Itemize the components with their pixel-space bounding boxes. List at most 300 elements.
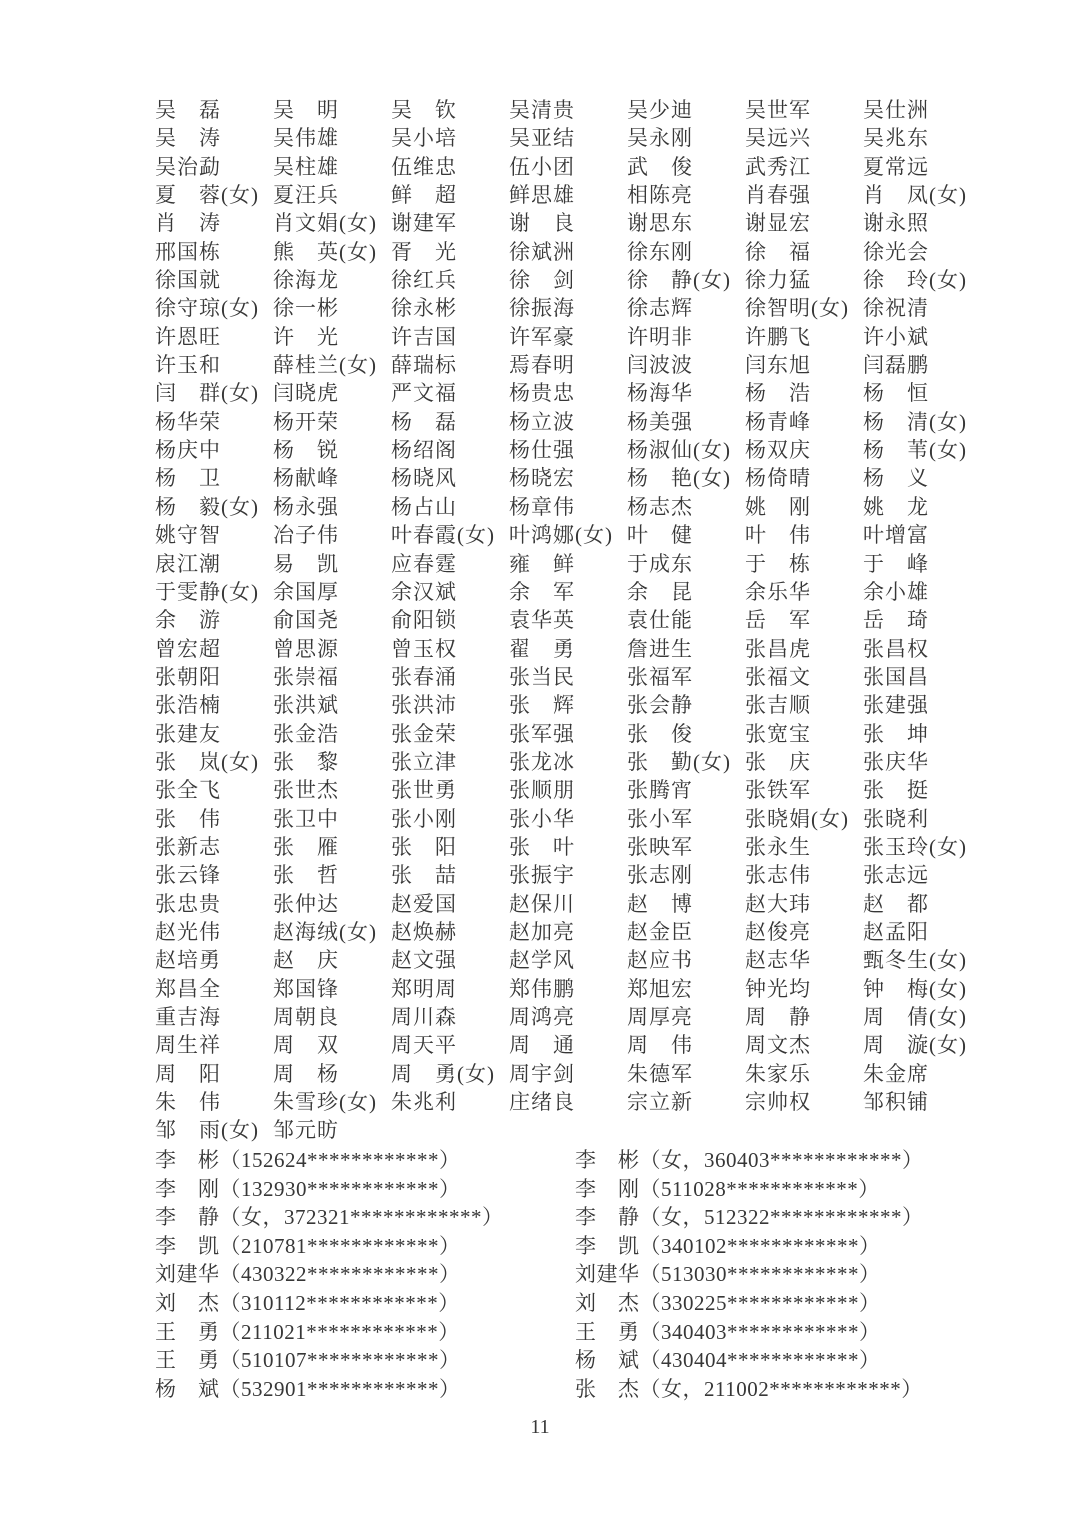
person-id-entry: 王 勇（510107************） <box>155 1348 461 1373</box>
person-name: 周 漩(女) <box>863 1033 967 1058</box>
person-name: 焉春明 <box>509 353 575 378</box>
person-name: 杨海华 <box>627 381 693 406</box>
person-name: 吴远兴 <box>745 126 811 151</box>
person-name: 张建强 <box>863 693 929 718</box>
person-name: 吴 涛 <box>155 126 221 151</box>
person-name: 詹进生 <box>627 636 693 661</box>
person-name: 宗立新 <box>627 1090 693 1115</box>
person-name: 杨 毅(女) <box>155 494 259 519</box>
person-name: 邢国栋 <box>155 239 221 264</box>
person-name: 张立津 <box>391 749 457 774</box>
person-name: 于成东 <box>627 551 693 576</box>
person-name: 赵学风 <box>509 948 575 973</box>
person-name: 杨晓宏 <box>509 466 575 491</box>
person-id-entry: 王 勇（340403************） <box>575 1319 881 1344</box>
person-name: 胥 光 <box>391 239 457 264</box>
person-name: 赵加亮 <box>509 919 575 944</box>
grid-row <box>155 606 1015 634</box>
person-id-entry: 王 勇（211021************） <box>155 1319 460 1344</box>
person-name: 曾思源 <box>273 636 339 661</box>
person-name: 吴亚结 <box>509 126 575 151</box>
grid-row <box>155 1031 1015 1059</box>
person-name: 杨华荣 <box>155 409 221 434</box>
grid-row <box>155 124 1015 152</box>
person-name: 赵大玮 <box>745 891 811 916</box>
person-name: 曾玉权 <box>391 636 457 661</box>
person-name: 余 游 <box>155 608 221 633</box>
person-name: 张洪斌 <box>273 693 339 718</box>
person-id-entry: 刘 杰（330225************） <box>575 1290 881 1315</box>
person-name: 徐红兵 <box>391 268 457 293</box>
person-name: 郑昌全 <box>155 976 221 1001</box>
person-name: 张 庆 <box>745 749 811 774</box>
grid-row <box>155 946 1015 974</box>
person-name: 张映军 <box>627 834 693 859</box>
person-name: 许吉国 <box>391 324 457 349</box>
person-name: 张朝阳 <box>155 664 221 689</box>
person-name: 杨志杰 <box>627 494 693 519</box>
person-name: 赵 都 <box>863 891 929 916</box>
person-name: 武 俊 <box>627 154 693 179</box>
person-name: 严文福 <box>391 381 457 406</box>
person-name: 杨贵忠 <box>509 381 575 406</box>
person-name: 相陈亮 <box>627 183 693 208</box>
person-name: 鲜 超 <box>391 183 457 208</box>
person-name: 周 倩(女) <box>863 1005 967 1029</box>
person-name: 朱 伟 <box>155 1090 221 1115</box>
person-name: 闫晓虎 <box>273 381 339 406</box>
person-name: 张玉玲(女) <box>863 834 967 859</box>
person-name: 于雯静(女) <box>155 579 259 604</box>
grid-row <box>155 436 1015 464</box>
person-name: 张顺朋 <box>509 778 575 803</box>
person-name: 杨 苇(女) <box>863 438 967 463</box>
person-name: 赵光伟 <box>155 919 221 944</box>
person-name: 徐光会 <box>863 239 929 264</box>
person-name: 杨 清(女) <box>863 409 967 434</box>
person-name: 伍小团 <box>509 154 575 179</box>
person-id-entry: 刘 杰（310112************） <box>155 1290 460 1315</box>
person-name: 叶增富 <box>863 523 929 548</box>
person-name: 杨献峰 <box>273 466 339 491</box>
person-name: 杨倚晴 <box>745 466 811 491</box>
person-name: 张军强 <box>509 721 575 746</box>
person-name: 张福文 <box>745 664 811 689</box>
grid-row <box>155 890 1015 918</box>
person-name: 张 坤 <box>863 721 929 746</box>
grid-row <box>155 833 1015 861</box>
person-name: 岳 琦 <box>863 608 929 633</box>
person-name: 张小军 <box>627 806 693 831</box>
person-name: 张晓娟(女) <box>745 806 849 831</box>
person-name: 闫磊鹏 <box>863 353 929 378</box>
person-name: 许小斌 <box>863 324 929 349</box>
person-name: 吴永刚 <box>627 126 693 151</box>
person-name: 张 挺 <box>863 778 929 803</box>
person-name: 杨庆中 <box>155 438 221 463</box>
person-name: 赵 庆 <box>273 948 339 973</box>
person-name: 郑明周 <box>391 976 457 1001</box>
person-name: 张小刚 <box>391 806 457 831</box>
person-name: 鲜思雄 <box>509 183 575 208</box>
grid-row <box>155 578 1015 606</box>
person-name: 周生祥 <box>155 1033 221 1058</box>
grid-row <box>155 153 1015 181</box>
person-name: 肖 凤(女) <box>863 183 967 208</box>
person-name: 于 栋 <box>745 551 811 576</box>
person-name: 赵俊亮 <box>745 919 811 944</box>
grid-row <box>155 493 1015 521</box>
person-name: 徐智明(女) <box>745 296 849 321</box>
person-name: 徐守琼(女) <box>155 296 259 321</box>
person-name: 赵 博 <box>627 891 693 916</box>
person-name: 张吉顺 <box>745 693 811 718</box>
grid-row <box>155 720 1015 748</box>
person-name: 张 喆 <box>391 863 457 888</box>
person-name: 谢思东 <box>627 211 693 236</box>
person-name: 徐海龙 <box>273 268 339 293</box>
person-name: 张金浩 <box>273 721 339 746</box>
person-id-entry: 李 静（女，372321************） <box>155 1205 504 1230</box>
person-name: 赵应书 <box>627 948 693 973</box>
person-name: 张 岚(女) <box>155 749 259 774</box>
person-name: 谢 良 <box>509 211 575 236</box>
person-name: 张永生 <box>745 834 811 859</box>
person-name: 周 双 <box>273 1033 339 1058</box>
grid-row <box>155 918 1015 946</box>
person-name: 张福军 <box>627 664 693 689</box>
person-id-entry: 李 彬（女，360403************） <box>575 1148 924 1172</box>
grid-row <box>155 635 1015 663</box>
grid-row <box>155 663 1015 691</box>
grid-row <box>155 181 1015 209</box>
grid-row <box>155 748 1015 776</box>
person-id-entry: 杨 斌（430404************） <box>575 1348 881 1373</box>
person-name: 朱家乐 <box>745 1061 811 1086</box>
person-name: 张洪沛 <box>391 693 457 718</box>
person-name: 郑国锋 <box>273 976 339 1001</box>
person-name: 周 伟 <box>627 1033 693 1058</box>
person-name: 张浩楠 <box>155 693 221 718</box>
person-name: 叶 伟 <box>745 523 811 548</box>
person-name: 吴仕洲 <box>863 98 929 122</box>
grid-row <box>155 521 1015 549</box>
person-name: 徐斌洲 <box>509 239 575 264</box>
person-name: 夏 蓉(女) <box>155 183 259 208</box>
person-name: 张金荣 <box>391 721 457 746</box>
grid-row <box>155 861 1015 889</box>
person-id-entry: 杨 斌（532901************） <box>155 1376 461 1401</box>
person-name: 朱雪珍(女) <box>273 1090 377 1115</box>
person-name: 许鹏飞 <box>745 324 811 349</box>
person-name: 徐振海 <box>509 296 575 321</box>
person-name: 杨永强 <box>273 494 339 519</box>
grid-row <box>155 294 1015 322</box>
person-name: 杨 磊 <box>391 409 457 434</box>
person-name: 薛桂兰(女) <box>273 353 377 378</box>
grid-row <box>155 691 1015 719</box>
person-name: 吴兆东 <box>863 126 929 151</box>
person-name: 吴 磊 <box>155 98 221 122</box>
grid-row <box>155 96 1015 124</box>
person-id-entry: 李 彬（152624************） <box>155 1148 461 1172</box>
person-name: 张云锋 <box>155 863 221 888</box>
person-name: 赵焕赫 <box>391 919 457 944</box>
person-name: 周鸿亮 <box>509 1005 575 1029</box>
person-name: 杨晓风 <box>391 466 457 491</box>
person-name: 俞国尧 <box>273 608 339 633</box>
person-name: 肖文娟(女) <box>273 211 377 236</box>
person-name: 徐 静(女) <box>627 268 731 293</box>
person-name: 张志远 <box>863 863 929 888</box>
person-name: 岳 军 <box>745 608 811 633</box>
grid-row <box>155 1060 1015 1088</box>
person-name: 于 峰 <box>863 551 929 576</box>
person-name: 张建友 <box>155 721 221 746</box>
person-name: 杨仕强 <box>509 438 575 463</box>
person-name: 应春霆 <box>391 551 457 576</box>
person-name: 张 伟 <box>155 806 221 831</box>
person-name: 徐力猛 <box>745 268 811 293</box>
person-name: 周文杰 <box>745 1033 811 1058</box>
person-name: 冶子伟 <box>273 523 339 548</box>
page-number: 11 <box>530 1416 550 1438</box>
person-id-entry: 李 静（女，512322************） <box>575 1205 924 1230</box>
person-id-entry: 李 刚（511028************） <box>575 1176 880 1201</box>
person-name: 朱金席 <box>863 1061 929 1086</box>
person-id-entry: 李 凯（340102************） <box>575 1233 881 1258</box>
person-id-entry: 刘建华（513030************） <box>575 1262 881 1287</box>
person-name: 郑旭宏 <box>627 976 693 1001</box>
person-name: 谢永照 <box>863 211 929 236</box>
person-name: 钟 梅(女) <box>863 976 967 1001</box>
grid-row <box>155 323 1015 351</box>
grid-row <box>155 1088 1015 1116</box>
person-name: 徐一彬 <box>273 296 339 321</box>
person-name: 张志伟 <box>745 863 811 888</box>
person-name: 杨 卫 <box>155 466 221 491</box>
person-name: 邹元昉 <box>273 1118 339 1143</box>
person-name: 赵孟阳 <box>863 919 929 944</box>
person-name: 杨双庆 <box>745 438 811 463</box>
person-name: 周 通 <box>509 1033 575 1058</box>
person-name: 武秀江 <box>745 154 811 179</box>
person-name: 张 辉 <box>509 693 575 718</box>
person-name: 徐 玲(女) <box>863 268 967 293</box>
person-name: 吴柱雄 <box>273 154 339 179</box>
person-name: 杨绍阁 <box>391 438 457 463</box>
grid-row <box>155 776 1015 804</box>
person-name: 袁华英 <box>509 608 575 633</box>
person-name: 张志刚 <box>627 863 693 888</box>
person-name: 余 军 <box>509 579 575 604</box>
person-name: 吴 明 <box>273 98 339 122</box>
person-name: 张 哲 <box>273 863 339 888</box>
person-name: 俞阳锁 <box>391 608 457 633</box>
person-name: 赵金臣 <box>627 919 693 944</box>
person-name: 闫 群(女) <box>155 381 259 406</box>
person-name: 叶鸿娜(女) <box>509 523 613 548</box>
person-name: 张 俊 <box>627 721 693 746</box>
person-name: 易 凯 <box>273 551 339 576</box>
id-column-right <box>575 1146 995 1403</box>
person-name: 肖 涛 <box>155 211 221 236</box>
person-name: 吴世军 <box>745 98 811 122</box>
grid-row <box>155 408 1015 436</box>
person-name: 朱兆利 <box>391 1090 457 1115</box>
person-name: 张当民 <box>509 664 575 689</box>
person-name: 杨美强 <box>627 409 693 434</box>
person-name: 钟光均 <box>745 976 811 1001</box>
person-id-entry: 李 凯（210781************） <box>155 1233 461 1258</box>
person-name: 杨 艳(女) <box>627 466 731 491</box>
person-name: 张 雁 <box>273 834 339 859</box>
person-name: 张世勇 <box>391 778 457 803</box>
person-name: 赵保川 <box>509 891 575 916</box>
person-name: 张国昌 <box>863 664 929 689</box>
person-id-entry: 李 刚（132930************） <box>155 1176 461 1201</box>
person-name: 甄冬生(女) <box>863 948 967 973</box>
person-name: 许明非 <box>627 324 693 349</box>
person-name: 杨开荣 <box>273 409 339 434</box>
person-name: 徐祝清 <box>863 296 929 321</box>
person-name: 徐国就 <box>155 268 221 293</box>
person-name: 杨 义 <box>863 466 929 491</box>
person-name: 吴 钦 <box>391 98 457 122</box>
person-name: 重吉海 <box>155 1005 221 1029</box>
person-name: 谢显宏 <box>745 211 811 236</box>
person-name: 周 杨 <box>273 1061 339 1086</box>
grid-row <box>155 975 1015 1003</box>
person-name: 许恩旺 <box>155 324 221 349</box>
person-name: 徐 福 <box>745 239 811 264</box>
person-name: 余国厚 <box>273 579 339 604</box>
person-name: 徐东刚 <box>627 239 693 264</box>
person-name: 杨淑仙(女) <box>627 438 731 463</box>
person-name: 许军豪 <box>509 324 575 349</box>
person-name: 张铁军 <box>745 778 811 803</box>
person-name: 张 阳 <box>391 834 457 859</box>
grid-row <box>155 379 1015 407</box>
person-name: 周厚亮 <box>627 1005 693 1029</box>
person-name: 雍 鲜 <box>509 551 575 576</box>
person-name: 叶春霞(女) <box>391 523 495 548</box>
person-name: 张庆华 <box>863 749 929 774</box>
person-name: 张晓利 <box>863 806 929 831</box>
person-name: 邹 雨(女) <box>155 1118 259 1143</box>
person-name: 宗帅权 <box>745 1090 811 1115</box>
person-name: 谢建军 <box>391 211 457 236</box>
grid-row <box>155 266 1015 294</box>
person-name: 张腾宵 <box>627 778 693 803</box>
grid-row <box>155 351 1015 379</box>
person-name: 徐志辉 <box>627 296 693 321</box>
person-name: 张龙冰 <box>509 749 575 774</box>
person-name: 周川森 <box>391 1005 457 1029</box>
grid-row <box>155 1116 1015 1144</box>
grid-row <box>155 550 1015 578</box>
person-name: 周宇剑 <box>509 1061 575 1086</box>
person-name: 郑伟鹏 <box>509 976 575 1001</box>
person-name: 张春涌 <box>391 664 457 689</box>
person-name: 张昌权 <box>863 636 929 661</box>
person-name: 闫波波 <box>627 353 693 378</box>
person-name: 赵海绒(女) <box>273 919 377 944</box>
grid-row <box>155 209 1015 237</box>
person-name: 徐 剑 <box>509 268 575 293</box>
grid-row <box>155 805 1015 833</box>
person-name: 吴少迪 <box>627 98 693 122</box>
person-name: 张忠贵 <box>155 891 221 916</box>
person-name: 赵志华 <box>745 948 811 973</box>
person-name: 余 昆 <box>627 579 693 604</box>
person-id-entry: 张 杰（女，211002************） <box>575 1376 923 1401</box>
person-name: 张 勤(女) <box>627 749 731 774</box>
person-name: 张新志 <box>155 834 221 859</box>
person-name: 杨青峰 <box>745 409 811 434</box>
person-name: 朱德军 <box>627 1061 693 1086</box>
person-name: 余汉斌 <box>391 579 457 604</box>
person-name: 姚 刚 <box>745 494 811 519</box>
person-name: 伍维忠 <box>391 154 457 179</box>
person-name: 杨立波 <box>509 409 575 434</box>
person-name: 张全飞 <box>155 778 221 803</box>
person-name: 吴治勐 <box>155 154 221 179</box>
grid-row <box>155 1003 1015 1031</box>
person-name: 张振宇 <box>509 863 575 888</box>
person-name: 夏汪兵 <box>273 183 339 208</box>
person-name: 周 勇(女) <box>391 1061 495 1086</box>
person-name: 周天平 <box>391 1033 457 1058</box>
person-name: 熊 英(女) <box>273 239 377 264</box>
person-name: 叶 健 <box>627 523 693 548</box>
person-name: 吴小培 <box>391 126 457 151</box>
person-name: 袁仕能 <box>627 608 693 633</box>
person-name: 周 静 <box>745 1005 811 1029</box>
person-name: 许 光 <box>273 324 339 349</box>
person-name: 张卫中 <box>273 806 339 831</box>
person-name: 杨章伟 <box>509 494 575 519</box>
person-name: 吴清贵 <box>509 98 575 122</box>
grid-row <box>155 238 1015 266</box>
person-name: 邹积铺 <box>863 1090 929 1115</box>
person-name: 徐永彬 <box>391 296 457 321</box>
person-name: 周朝良 <box>273 1005 339 1029</box>
person-name: 肖春强 <box>745 183 811 208</box>
id-section <box>155 1146 1025 1403</box>
person-name: 夏常远 <box>863 154 929 179</box>
person-name: 薛瑞标 <box>391 353 457 378</box>
person-name: 杨 锐 <box>273 438 339 463</box>
person-name: 杨占山 <box>391 494 457 519</box>
person-name: 张 叶 <box>509 834 575 859</box>
person-name: 姚 龙 <box>863 494 929 519</box>
person-name: 张宽宝 <box>745 721 811 746</box>
person-name: 闫东旭 <box>745 353 811 378</box>
person-name: 赵爱国 <box>391 891 457 916</box>
person-name: 杨 恒 <box>863 381 929 406</box>
person-name: 赵文强 <box>391 948 457 973</box>
person-name: 曾宏超 <box>155 636 221 661</box>
person-name: 庄绪良 <box>509 1090 575 1115</box>
person-name: 张昌虎 <box>745 636 811 661</box>
person-name: 余小雄 <box>863 579 929 604</box>
person-name: 周 阳 <box>155 1061 221 1086</box>
person-name: 张 黎 <box>273 749 339 774</box>
person-name: 姚守智 <box>155 523 221 548</box>
person-name: 杨 浩 <box>745 381 811 406</box>
grid-row <box>155 464 1015 492</box>
